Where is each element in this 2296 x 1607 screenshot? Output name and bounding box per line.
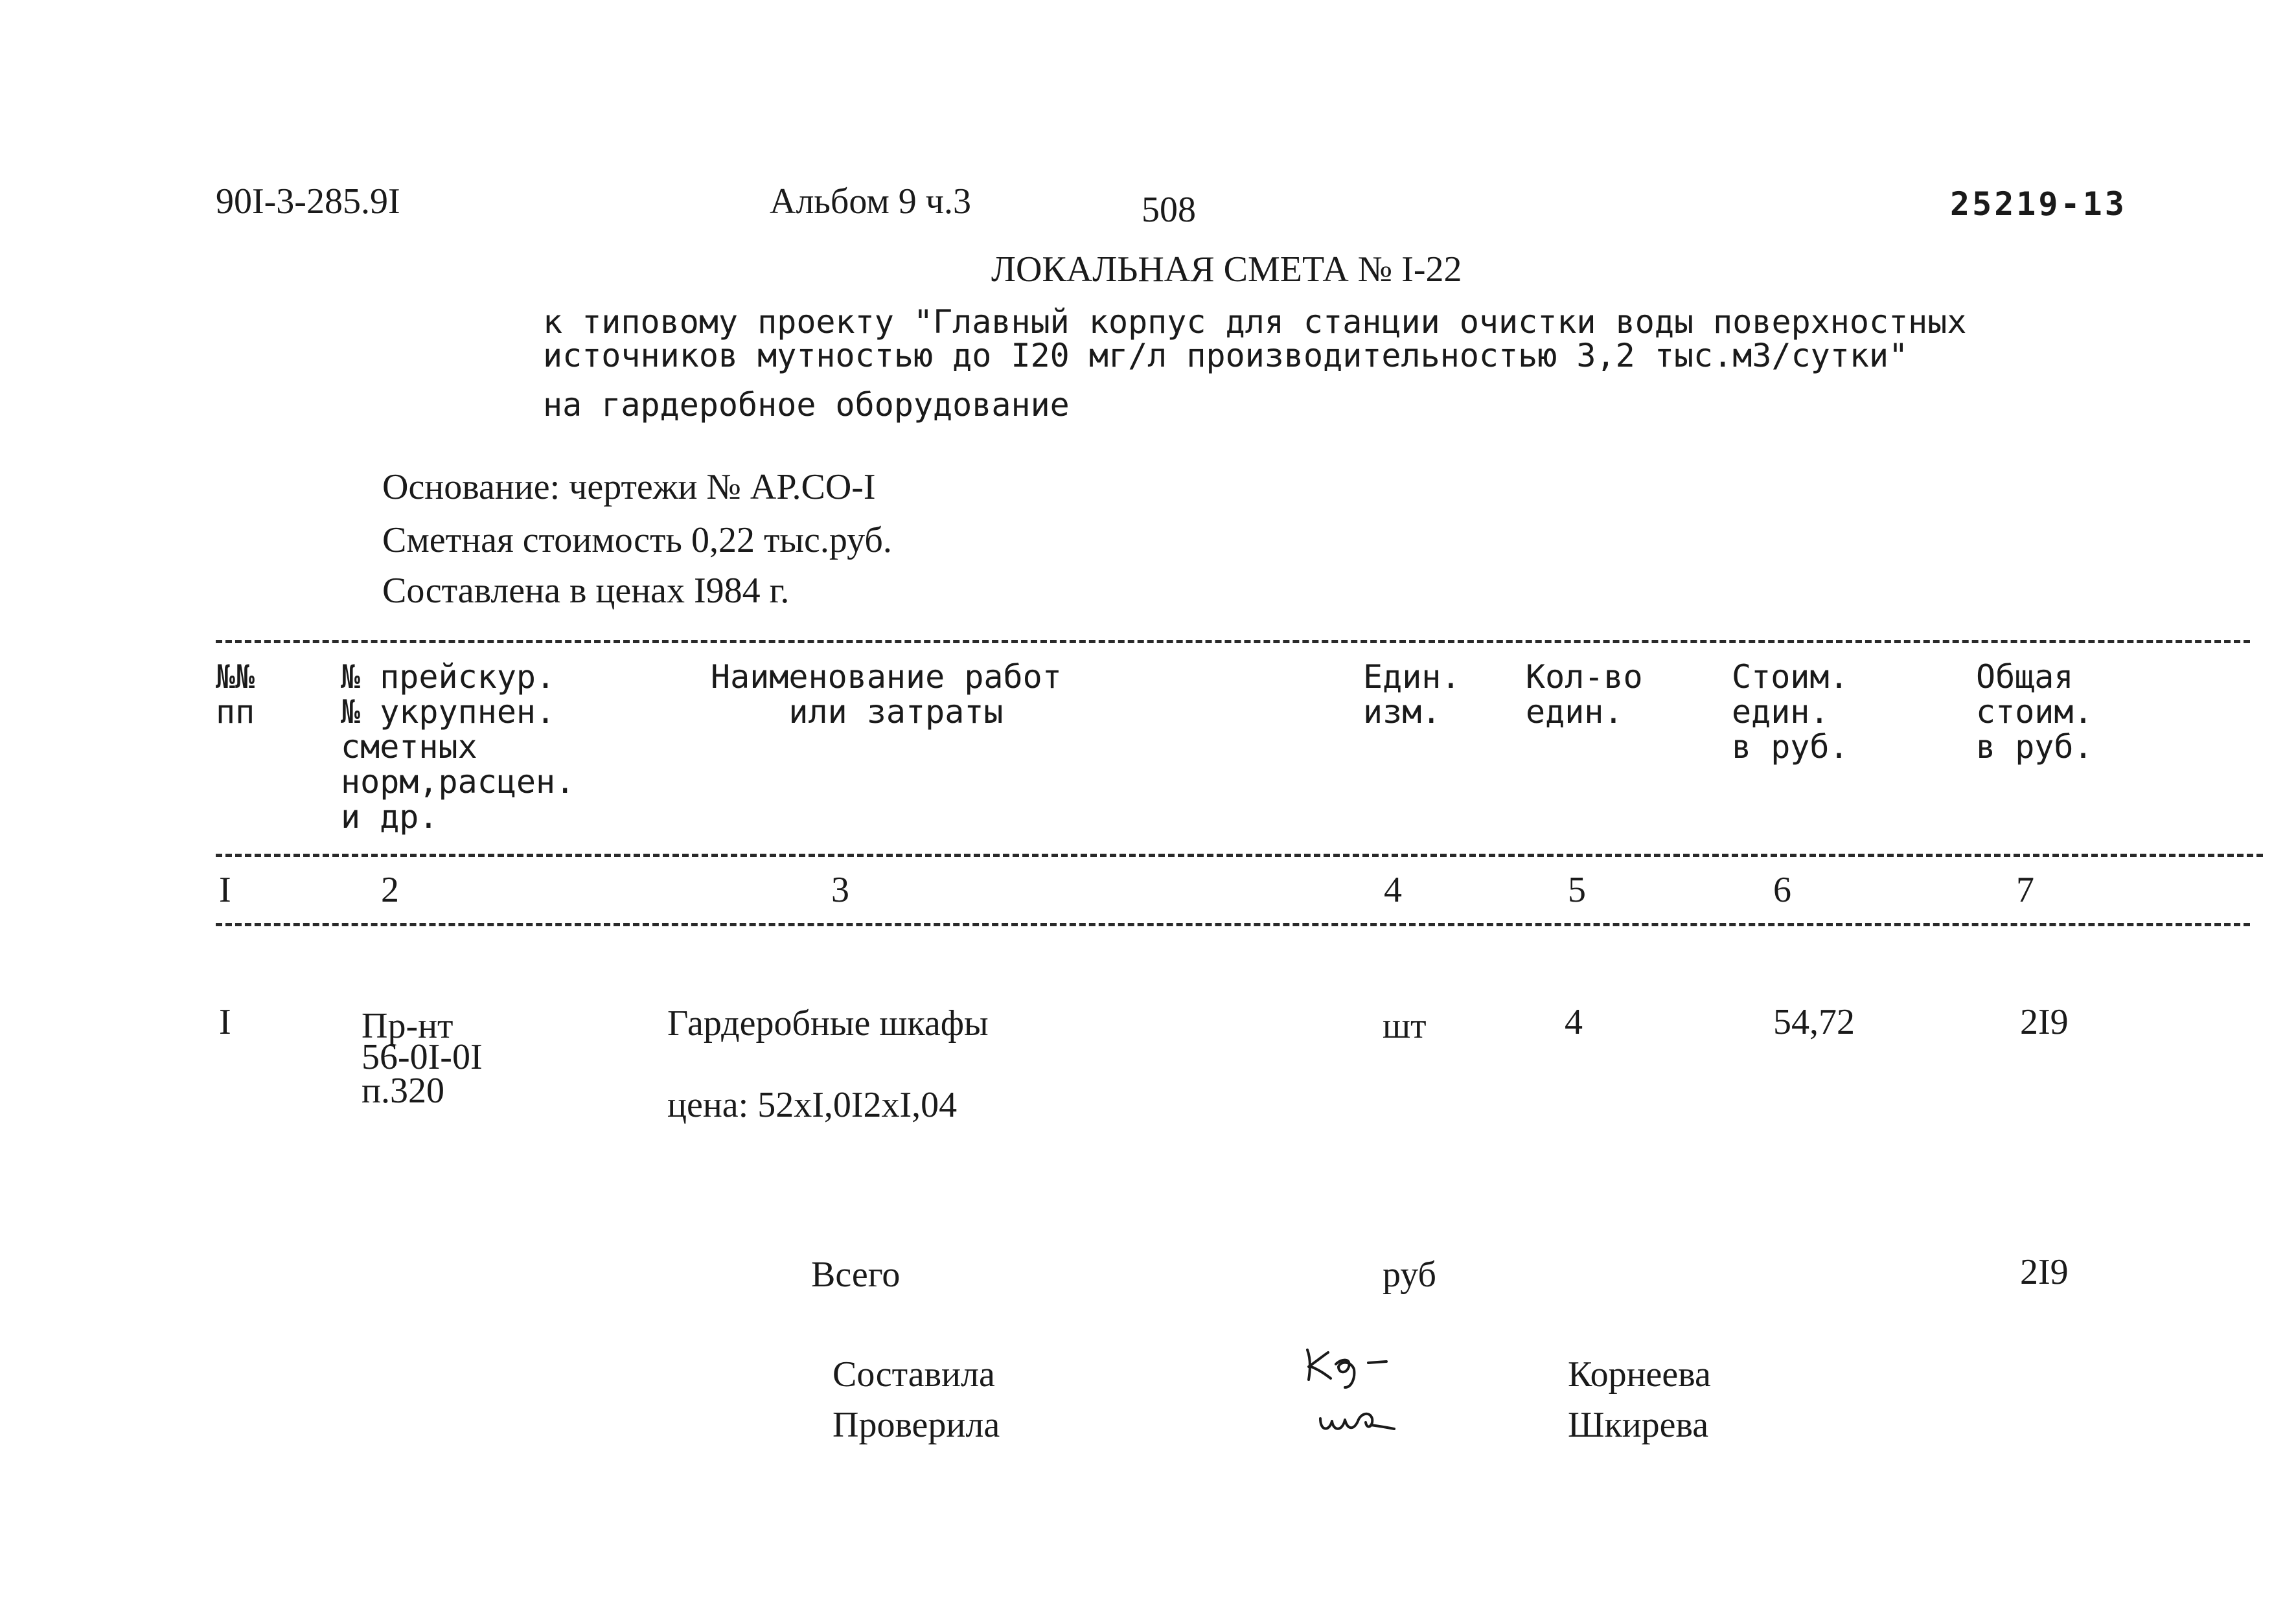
total-label: Всего (811, 1255, 901, 1295)
header-col-5: Кол-во един. (1526, 658, 1643, 731)
row-1-unit: шт (1383, 1006, 1427, 1046)
compiled-by-name: Корнеева (1568, 1354, 1711, 1395)
checked-by-name: Шкирева (1568, 1405, 1709, 1445)
column-number-3: 3 (831, 870, 849, 910)
column-number-1: I (219, 870, 231, 910)
compiled-by-signature (1302, 1341, 1412, 1393)
header-col-6: Стоим. един. в руб. (1732, 658, 1849, 766)
header-col-4: Един. изм. (1363, 658, 1461, 731)
total-value: 2I9 (2020, 1252, 2069, 1292)
estimated-cost-line: Сметная стоимость 0,22 тыс.руб. (382, 520, 892, 560)
subtitle-line-1: к типовому проекту "Главный корпус для станции очистки воды поверхностных (543, 303, 1967, 341)
column-number-5: 5 (1568, 870, 1586, 910)
column-numbers-bottom-rule (216, 923, 2250, 926)
basis-line: Основание: чертежи № АР.СО-I (382, 467, 876, 507)
header-col-1: №№ пп (216, 658, 255, 731)
checked-by-label: Проверила (832, 1405, 1000, 1445)
column-number-7: 7 (2016, 870, 2034, 910)
row-1-ref-line-2: 56-0I-0I (362, 1037, 483, 1077)
header-col-2: № прейскур. № укрупнен. сметных норм,расцен. и др. (341, 658, 575, 836)
album-label: Альбом 9 ч.3 (770, 181, 971, 222)
header-bottom-rule (216, 854, 2263, 857)
row-1-item-name: Гардеробные шкафы (667, 1003, 989, 1043)
column-number-6: 6 (1773, 870, 1791, 910)
page-number: 508 (1142, 190, 1196, 230)
checked-by-signature (1315, 1399, 1412, 1444)
row-1-number: I (219, 1002, 231, 1042)
estimate-title: ЛОКАЛЬНАЯ СМЕТА № I-22 (991, 249, 1462, 290)
column-number-2: 2 (381, 870, 399, 910)
column-number-4: 4 (1384, 870, 1402, 910)
header-col-3: Наименование работ или затраты (711, 658, 1062, 731)
subtitle-line-3: на гардеробное оборудование (543, 386, 1070, 424)
row-1-ref-line-3: п.320 (362, 1071, 444, 1111)
row-1-ref-line-1: Пр-нт (362, 1006, 453, 1046)
table-top-rule (216, 640, 2250, 643)
row-1-unit-cost: 54,72 (1773, 1002, 1855, 1042)
document-number: 90I-3-285.9I (216, 181, 400, 222)
subtitle-line-2: источников мутностью до I20 мг/л производительностью 3,2 тыс.м3/сутки" (543, 337, 1909, 374)
price-basis-line: Составлена в ценах I984 г. (382, 571, 790, 611)
archive-stamp: 25219-13 (1950, 185, 2127, 223)
header-col-7: Общая стоим. в руб. (1976, 658, 2093, 766)
compiled-by-label: Составила (832, 1354, 995, 1395)
row-1-quantity: 4 (1565, 1002, 1583, 1042)
row-1-price-note: цена: 52хI,0I2хI,04 (667, 1085, 958, 1125)
total-unit: руб (1383, 1255, 1437, 1295)
row-1-total: 2I9 (2020, 1002, 2069, 1042)
